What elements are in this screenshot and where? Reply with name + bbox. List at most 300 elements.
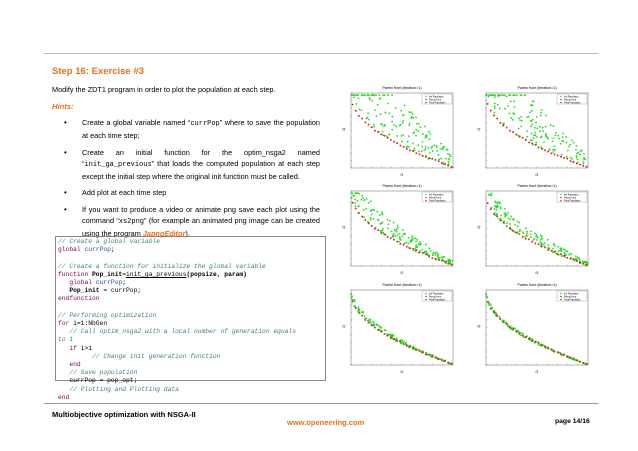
population-point	[510, 101, 512, 103]
population-point	[526, 233, 528, 235]
population-point	[428, 131, 430, 133]
hint-list	[52, 117, 320, 240]
population-point	[552, 149, 554, 151]
population-point	[373, 324, 375, 326]
pareto-point	[582, 165, 584, 167]
population-point	[523, 233, 525, 235]
pareto-point	[364, 121, 366, 123]
population-point	[358, 108, 360, 110]
pareto-point	[544, 149, 546, 151]
pareto-point	[557, 253, 559, 255]
pareto-point	[406, 246, 408, 248]
population-point	[387, 219, 389, 221]
population-point	[520, 334, 522, 336]
population-point	[365, 317, 367, 319]
pareto-point	[422, 155, 424, 157]
population-point	[402, 122, 404, 124]
population-point	[489, 94, 491, 96]
population-point	[424, 126, 426, 128]
pareto-point	[399, 341, 401, 343]
pareto-point	[419, 251, 421, 253]
population-point	[436, 150, 438, 152]
population-point	[430, 250, 432, 252]
population-point	[402, 134, 404, 136]
population-point	[534, 233, 536, 235]
population-point	[358, 193, 360, 195]
pareto-point	[390, 337, 392, 339]
pareto-point	[503, 124, 505, 126]
pareto-point	[541, 344, 543, 346]
population-point	[352, 194, 354, 196]
population-point	[541, 109, 543, 111]
pareto-point	[490, 208, 492, 210]
pareto-point	[509, 228, 511, 230]
population-point	[362, 197, 364, 199]
population-point	[448, 161, 450, 163]
population-point	[510, 117, 512, 119]
pareto-point	[503, 222, 505, 224]
population-point	[428, 138, 430, 140]
population-point	[433, 252, 435, 254]
plot-title: Pareto front (iteration=1)	[517, 184, 557, 188]
plot-title: Pareto front (iteration=1)	[382, 283, 422, 287]
population-point	[532, 137, 534, 139]
population-point	[351, 94, 353, 96]
legend-label: Pareto front	[429, 197, 442, 200]
population-point	[375, 94, 377, 96]
pareto-point	[493, 114, 495, 116]
population-point	[499, 108, 501, 110]
population-point	[403, 233, 405, 235]
population-point	[503, 213, 505, 215]
population-point	[391, 94, 393, 96]
population-point	[408, 111, 410, 113]
population-point	[382, 228, 384, 230]
population-point	[528, 116, 530, 118]
pareto-point	[534, 341, 536, 343]
population-point	[370, 210, 372, 212]
x-axis-label: f1	[535, 173, 539, 177]
population-point	[389, 113, 391, 115]
population-point	[354, 202, 356, 204]
population-point	[512, 94, 514, 96]
population-point	[576, 153, 578, 155]
population-point	[421, 146, 423, 148]
population-point	[360, 109, 362, 111]
population-point	[362, 94, 364, 96]
pareto-point	[493, 311, 495, 313]
population-point	[497, 104, 499, 106]
pareto-point	[522, 335, 524, 337]
population-point	[415, 241, 417, 243]
pareto-point	[435, 356, 437, 358]
population-point	[382, 131, 384, 133]
pareto-point	[428, 255, 430, 257]
population-point	[355, 103, 357, 105]
population-point	[443, 146, 445, 148]
population-point	[415, 244, 417, 246]
legend-label: Pareto front	[429, 99, 442, 102]
population-point	[402, 120, 404, 122]
population-point	[508, 217, 510, 219]
population-point	[582, 261, 584, 263]
population-point	[425, 135, 427, 137]
pareto-point	[585, 166, 587, 168]
population-point	[514, 224, 516, 226]
pareto-point	[368, 124, 370, 126]
population-point	[406, 242, 408, 244]
population-point	[560, 248, 562, 250]
section-heading: Step 16: Exercise #3	[52, 66, 144, 77]
legend-label: Init Population	[564, 194, 579, 197]
pareto-point	[560, 156, 562, 158]
pareto-point	[368, 222, 370, 224]
population-point	[535, 142, 537, 144]
code-term: xs2png	[118, 218, 144, 227]
pareto-point	[531, 340, 533, 342]
population-point	[442, 163, 444, 165]
population-point	[531, 104, 533, 106]
pareto-point	[352, 104, 354, 106]
pareto-point	[515, 330, 517, 332]
population-point	[531, 133, 533, 135]
legend-label: Pareto front	[564, 197, 577, 200]
population-point	[363, 209, 365, 211]
population-point	[526, 136, 528, 138]
population-point	[535, 135, 537, 137]
pareto-point	[515, 134, 517, 136]
pareto-plot	[338, 280, 457, 376]
population-point	[500, 214, 502, 216]
population-point	[371, 100, 373, 102]
pareto-point	[396, 340, 398, 342]
pareto-point	[519, 136, 521, 138]
pareto-point	[355, 208, 357, 210]
population-point	[520, 116, 522, 118]
population-point	[418, 123, 420, 125]
pareto-point	[576, 359, 578, 361]
plot-title: Pareto front (iteration=1)	[382, 184, 422, 188]
population-point	[501, 94, 503, 96]
pareto-point	[371, 225, 373, 227]
legend-label: Init Population	[429, 194, 444, 197]
population-point	[496, 204, 498, 206]
population-point	[565, 136, 567, 138]
population-point	[443, 256, 445, 258]
population-point	[506, 222, 508, 224]
population-point	[516, 94, 518, 96]
hint-item: • Add plot at each time step	[64, 188, 167, 198]
population-point	[388, 133, 390, 135]
pareto-point	[563, 157, 565, 159]
population-point	[526, 116, 528, 118]
pareto-point	[450, 362, 452, 364]
population-point	[379, 214, 381, 216]
pareto-point	[563, 255, 565, 257]
pareto-point	[525, 139, 527, 141]
population-point	[560, 143, 562, 145]
pareto-point	[358, 312, 360, 314]
population-point	[357, 306, 359, 308]
pareto-point	[496, 315, 498, 317]
population-point	[543, 245, 545, 247]
pareto-point	[554, 153, 556, 155]
population-point	[485, 293, 487, 295]
legend-marker	[425, 200, 427, 202]
population-point	[380, 113, 382, 115]
population-point	[412, 117, 414, 119]
pareto-point	[409, 247, 411, 249]
population-point	[530, 338, 532, 340]
population-point	[452, 166, 454, 168]
plot-legend	[557, 94, 587, 105]
population-point	[415, 129, 417, 131]
population-point	[504, 208, 506, 210]
population-point	[408, 135, 410, 137]
pareto-point	[368, 321, 370, 323]
pareto-point	[576, 260, 578, 262]
footer-url[interactable]: www.openeering.com	[287, 418, 365, 427]
pareto-point	[522, 137, 524, 139]
population-point	[488, 304, 490, 306]
population-point	[357, 206, 359, 208]
pareto-point	[396, 241, 398, 243]
population-point	[436, 145, 438, 147]
population-point	[410, 117, 412, 119]
legend-marker	[560, 197, 562, 199]
pareto-point	[415, 349, 417, 351]
pareto-point	[487, 202, 489, 204]
population-point	[519, 119, 521, 121]
population-point	[353, 96, 355, 98]
population-point	[400, 343, 402, 345]
population-point	[371, 214, 373, 216]
plot-legend	[557, 192, 587, 203]
pareto-point	[506, 127, 508, 129]
pareto-point	[390, 237, 392, 239]
population-point	[374, 109, 376, 111]
population-point	[361, 199, 363, 201]
population-point	[413, 238, 415, 240]
population-point	[441, 256, 443, 258]
population-point	[437, 255, 439, 257]
pareto-point	[490, 308, 492, 310]
pareto-point	[390, 139, 392, 141]
population-point	[557, 246, 559, 248]
population-point	[408, 243, 410, 245]
population-point	[578, 257, 580, 259]
population-point	[358, 97, 360, 99]
population-point	[504, 94, 506, 96]
population-point	[409, 123, 411, 125]
population-point	[425, 251, 427, 253]
pareto-point	[522, 236, 524, 238]
population-point	[397, 227, 399, 229]
population-point	[425, 146, 427, 148]
pareto-point	[566, 257, 568, 259]
population-point	[566, 142, 568, 144]
plot-legend	[422, 94, 452, 105]
population-point	[399, 124, 401, 126]
population-point	[509, 94, 511, 96]
pareto-point	[582, 263, 584, 265]
population-point	[494, 102, 496, 104]
pareto-point	[566, 356, 568, 358]
population-point	[393, 222, 395, 224]
population-point	[447, 153, 449, 155]
pareto-point	[428, 354, 430, 356]
population-point	[568, 146, 570, 148]
population-point	[389, 220, 391, 222]
pareto-point	[538, 147, 540, 149]
hint-item: • Create a global variable named “currPop” where to save the population at each time step;	[64, 118, 320, 141]
population-point	[510, 216, 512, 218]
population-point	[488, 96, 490, 98]
population-point	[545, 115, 547, 117]
hint-item: • Create an initial function for the optim_nsga2 named “init_ga_previous” that loads the computed population at each step except the initial step where the original init function must be called.	[64, 147, 320, 182]
legend-marker	[425, 296, 427, 298]
pareto-point	[576, 163, 578, 165]
pareto-point	[374, 327, 376, 329]
population-point	[391, 116, 393, 118]
population-point	[438, 158, 440, 160]
population-point	[418, 151, 420, 153]
population-point	[547, 244, 549, 246]
population-point	[402, 114, 404, 116]
population-point	[411, 235, 413, 237]
population-point	[370, 200, 372, 202]
population-point	[361, 195, 363, 197]
population-point	[552, 151, 554, 153]
population-point	[583, 161, 585, 163]
population-point	[539, 126, 541, 128]
pareto-point	[493, 213, 495, 215]
population-point	[522, 231, 524, 233]
population-point	[396, 135, 398, 137]
pareto-point	[412, 248, 414, 250]
population-point	[530, 236, 532, 238]
pareto-point	[450, 263, 452, 265]
population-point	[411, 237, 413, 239]
legend-marker	[425, 197, 427, 199]
pareto-point	[560, 353, 562, 355]
population-point	[499, 201, 501, 203]
pareto-point	[528, 338, 530, 340]
legend-marker	[425, 96, 427, 98]
pareto-point	[547, 249, 549, 251]
population-point	[440, 143, 442, 145]
pareto-point	[425, 156, 427, 158]
pareto-point	[512, 131, 514, 133]
population-point	[547, 247, 549, 249]
population-point	[494, 208, 496, 210]
population-point	[356, 94, 358, 96]
population-point	[415, 135, 417, 137]
population-point	[525, 227, 527, 229]
population-point	[539, 130, 541, 132]
population-point	[424, 137, 426, 139]
population-point	[553, 137, 555, 139]
population-point	[400, 110, 402, 112]
population-point	[382, 230, 384, 232]
population-point	[429, 152, 431, 154]
x-axis-label: f1	[400, 173, 404, 177]
population-point	[367, 112, 369, 114]
population-point	[429, 133, 431, 135]
population-point	[397, 225, 399, 227]
population-point	[351, 197, 353, 199]
population-point	[507, 212, 509, 214]
population-point	[542, 127, 544, 129]
pareto-point	[554, 351, 556, 353]
population-point	[500, 218, 502, 220]
population-point	[583, 163, 585, 165]
population-point	[493, 94, 495, 96]
pareto-point	[403, 343, 405, 345]
population-point	[557, 135, 559, 137]
population-point	[401, 135, 403, 137]
population-point	[435, 252, 437, 254]
population-point	[509, 113, 511, 115]
pareto-point	[512, 328, 514, 330]
population-point	[573, 142, 575, 144]
code-listing: // Create a global variable global currPop; // Create a function for initialize the global variable function Pop_init=init_ga_previous(popsize, param) global currPop; Pop_init = currPop; endfunction // Performing optimization for i=1:NbGen // Call optim_nsga2 with a local number of generation equals to 1 if i>1 // Change init generation function end // Save population currPop = pop_opt; // Plotting and Plotting data end	[55, 236, 326, 381]
pareto-point	[557, 154, 559, 156]
population-point	[404, 234, 406, 236]
population-point	[419, 126, 421, 128]
population-point	[379, 94, 381, 96]
population-point	[448, 158, 450, 160]
pareto-point	[512, 230, 514, 232]
bullet-icon: •	[64, 147, 67, 157]
pareto-point	[364, 319, 366, 321]
population-point	[506, 96, 508, 98]
population-point	[351, 297, 353, 299]
hint-item: • If you want to produce a video or animate png save each plot using the command “xs2png” (for example an animated png image can be created using the program JapngEditor).	[64, 204, 320, 239]
pareto-point	[438, 258, 440, 260]
population-point	[552, 140, 554, 142]
population-point	[490, 304, 492, 306]
population-point	[529, 111, 531, 113]
pareto-point	[364, 219, 366, 221]
population-point	[422, 133, 424, 135]
pareto-point	[399, 243, 401, 245]
population-point	[376, 211, 378, 213]
pareto-point	[422, 252, 424, 254]
pareto-point	[409, 345, 411, 347]
population-point	[373, 218, 375, 220]
population-point	[372, 321, 374, 323]
pareto-point	[528, 141, 530, 143]
population-point	[558, 137, 560, 139]
plot-title: Pareto front (iteration=1)	[517, 283, 557, 287]
pareto-plot	[338, 181, 457, 277]
population-point	[579, 154, 581, 156]
population-point	[563, 248, 565, 250]
population-point	[540, 137, 542, 139]
pareto-point	[496, 118, 498, 120]
population-point	[449, 154, 451, 156]
population-point	[540, 146, 542, 148]
population-point	[371, 94, 373, 96]
population-point	[395, 107, 397, 109]
exercise-section	[52, 66, 320, 245]
plot-title: Pareto front (iteration=1)	[382, 86, 422, 90]
population-point	[503, 319, 505, 321]
legend-marker	[425, 194, 427, 196]
pareto-point	[550, 348, 552, 350]
population-point	[576, 156, 578, 158]
